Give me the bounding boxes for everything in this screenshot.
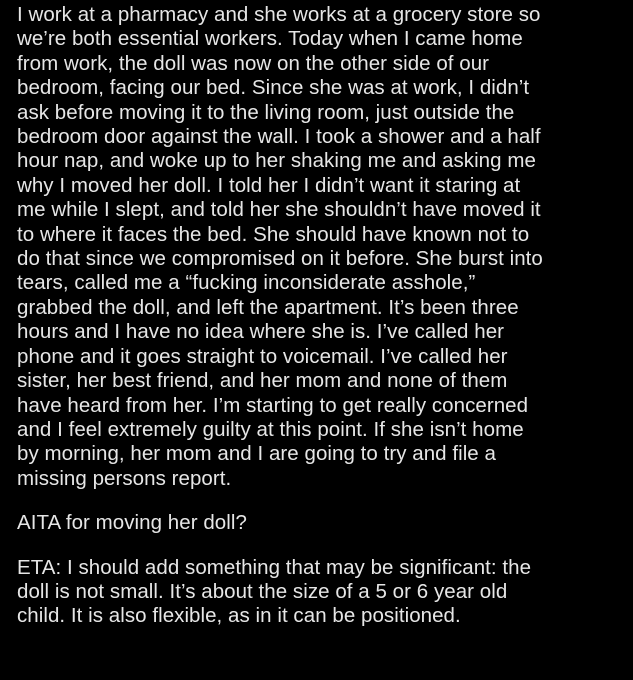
text-line: have heard from her. I’m starting to get really concerned <box>17 393 529 417</box>
text-line: ask before moving it to the living room, just outside the <box>17 100 515 124</box>
text-line: by morning, her mom and I are going to try and file a <box>17 442 496 466</box>
text-line: I work at a pharmacy and she works at a grocery store so <box>17 3 541 26</box>
text-line: bedroom, facing our bed. Since she was at work, I didn’t <box>17 76 530 100</box>
text-line: grabbed the doll, and left the apartment. It’s been three <box>17 295 519 319</box>
text-line: doll is not small. It’s about the size of a 5 or 6 year old <box>17 579 508 603</box>
text-line: from work, the doll was now on the other side of our <box>17 51 490 75</box>
text-line: child. It is also flexible, as in it can be positioned. <box>17 604 461 628</box>
text-line: AITA for moving her doll? <box>17 511 247 535</box>
post-paragraph-question <box>17 511 625 535</box>
text-line: and I feel extremely guilty at this point. If she isn’t home <box>17 417 524 441</box>
text-line: phone and it goes straight to voicemail. I’ve called her <box>17 344 508 368</box>
text-line: sister, her best friend, and her mom and none of them <box>17 369 508 393</box>
text-line: bedroom door against the wall. I took a shower and a half <box>17 125 541 149</box>
text-line: missing persons report. <box>17 466 232 490</box>
text-line: we’re both essential workers. Today when I came home <box>17 27 523 51</box>
text-line: do that since we compromised on it before. She burst into <box>17 247 543 271</box>
text-line: to where it faces the bed. She should have known not to <box>17 222 530 246</box>
text-line: hours and I have no idea where she is. I’ve called her <box>17 320 505 344</box>
post-body <box>17 3 625 629</box>
text-line: tears, called me a “fucking inconsiderate asshole,” <box>17 271 476 295</box>
text-line: me while I slept, and told her she shouldn’t have moved it <box>17 198 541 222</box>
text-line: why I moved her doll. I told her I didn’t want it staring at <box>17 173 521 197</box>
text-line: ETA: I should add something that may be significant: the <box>17 555 532 579</box>
text-line: hour nap, and woke up to her shaking me and asking me <box>17 149 536 173</box>
post-paragraph-edit <box>17 556 625 629</box>
post-paragraph-story <box>17 3 625 491</box>
